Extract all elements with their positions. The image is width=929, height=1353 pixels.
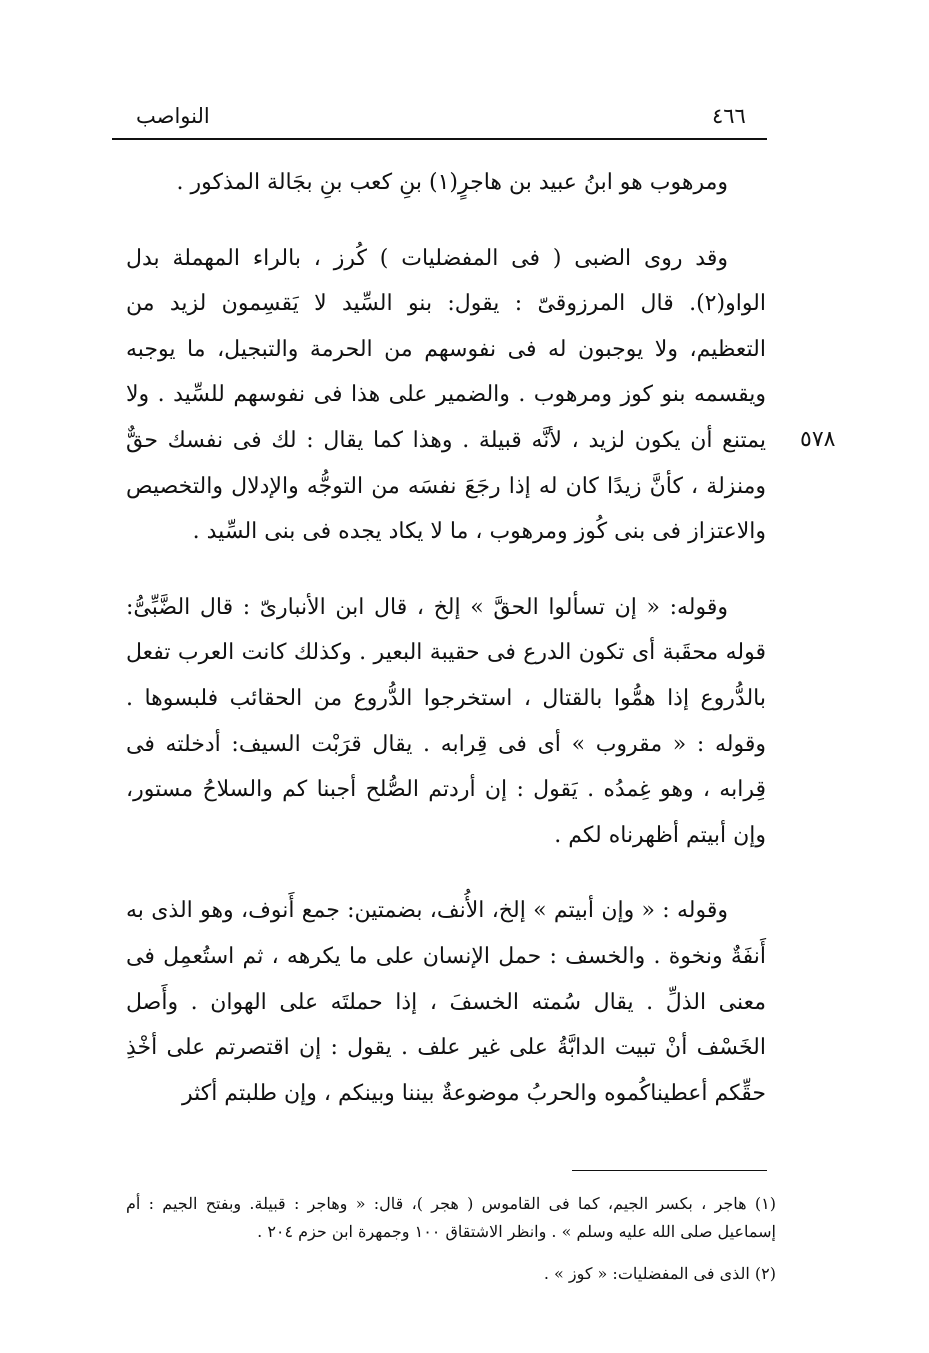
paragraph-gap <box>126 555 766 585</box>
paragraph-gap <box>126 858 766 888</box>
footnote-rule <box>572 1170 767 1171</box>
body-text <box>126 160 766 1116</box>
footnotes <box>126 1190 776 1288</box>
paragraph: ومرهوب هو ابنُ عبيد بن هاجرٍ(١) بنِ كعب بنِ بجَالة المذكور . <box>176 170 728 195</box>
header-rule <box>112 138 767 140</box>
running-header-title: النواصب <box>136 104 210 128</box>
paragraph: وقوله : « وإن أبيتم » إلخ، الأُنف، بضمتين: جمع أَنوف، وهو الذى به أَنفَةٌ ونخوة . والخسف : حمل الإنسان على ما يكرهه ، ثم استُعمِل فى معنى الذلِّ . يقال سُمته الخسفَ ، إذا حملتَه على الهوان . وأَصل الخَسْف أنْ تبيت الدابَّةُ على غير علف . يقول : إن اقتصرتم على أخْذِ حقِّكم أعطيناكُموه والحربُ موضوعةٌ بيننا وبينكم ، وإن طلبتم أكثر <box>126 898 766 1106</box>
paragraph: وقوله: « إن تسألوا الحقَّ » إلخ ، قال ابن الأنبارىّ : قال الضَّبِّىُّ: قوله محقَبة أى تكون الدرع فى حقيبة البعير . وكذلك كانت العرب تفعل بالدُّروع إذا همُّوا بالقتال ، استخرجوا الدُّروع من الحقائب فلبسوها . وقوله : « مقروب » أى فى قِرابه . يقال قرَبْت السيف: أدخلته فى قِرابه ، وهو غِمدُه . يَقول : إن أردتم الصُّلح أجبنا كم والسلاحُ مستور، وإن أبيتم أظهرناه لكم . <box>126 594 766 848</box>
margin-number: ٥٧٨ <box>800 427 836 452</box>
page-number: ٤٦٦ <box>712 104 746 128</box>
paragraph: وقد روى الضبى ( فى المفضليات ) كُرز ، بالراء المهملة بدل الواو(٢). قال المرزوقىّ : يقول: بنو السِّيد لا يَقسِمون لزيد من التعظيم، ولا يوجبون له فى نفوسهم من الحرمة والتبجيل، ما يوجبه ويقسمه بنو كوز ومرهوب . والضمير على هذا فى نفوسهم للسِّيد . ولا يمتنع أن يكون لزيد ، لأنَّه قبيلة . وهذا كما يقال : لك فى نفسك حقٌّ ومنزلة ، كأنَّ زيدًا كان له إذا رجَعَ نفسَه من التوجُّه والإدلال والتخصيص والاعتزاز فى بنى كُوز ومرهوب ، ما لا يكاد يجده فى بنى السِّيد . <box>126 245 766 545</box>
footnote: (٢) الذى فى المفضليات: « كوز » . <box>543 1264 776 1283</box>
footnote: (١) هاجر ، بكسر الجيم، كما فى القاموس ( هجر )، قال: « وهاجر : قبيلة. وبفتح الجيم : أم إسماعيل صلى الله عليه وسلم » . وانظر الاشتقاق ١٠٠ وجمهرة ابن حزم ٢٠٤ . <box>126 1194 776 1241</box>
paragraph-gap <box>126 206 766 236</box>
